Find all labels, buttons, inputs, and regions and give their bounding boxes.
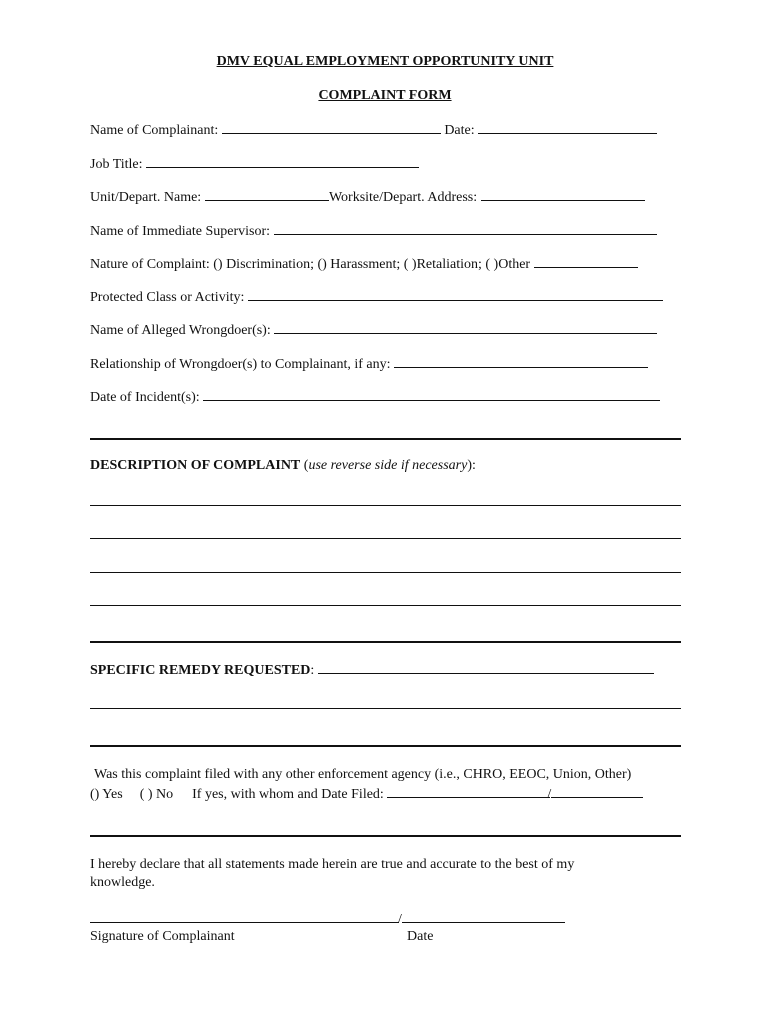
remedy-line[interactable] [90,708,681,709]
signature-date-label: Date [407,929,434,944]
protected-label: Protected Class or Activity: [90,290,245,305]
section-divider [90,745,681,747]
description-heading: DESCRIPTION OF COMPLAINT [90,458,301,473]
agency-answer-row [90,785,643,803]
worksite-field[interactable] [481,188,645,201]
signature-slash: / [398,912,402,927]
incident-date-field[interactable] [203,388,660,401]
signature-label: Signature of Complainant [90,929,235,944]
signature-field[interactable] [90,910,399,923]
remedy-heading: SPECIFIC REMEDY REQUESTED [90,663,311,678]
description-heading-row [90,458,476,474]
unit-depart-label: Unit/Depart. Name: [90,190,202,205]
other-field[interactable] [534,255,638,268]
complainant-name-label: Name of Complainant: [90,123,219,138]
incident-date-label: Date of Incident(s): [90,390,200,405]
relationship-label: Relationship of Wrongdoer(s) to Complainant, if any: [90,357,391,372]
remedy-row [90,661,654,679]
job-title-row [90,155,419,173]
date-field[interactable] [478,121,657,134]
unit-row [90,188,645,206]
complainant-row [90,121,657,139]
wrongdoer-row [90,321,657,339]
agency-whom-field[interactable] [387,785,550,798]
agency-yes-option[interactable]: () Yes [90,787,123,802]
supervisor-field[interactable] [274,222,657,235]
date-label: Date: [444,123,475,138]
remedy-colon: : [310,663,315,678]
incident-date-row [90,388,660,406]
protected-row [90,288,663,306]
supervisor-label: Name of Immediate Supervisor: [90,224,271,239]
signature-row [90,910,565,928]
description-line[interactable] [90,572,681,573]
description-note: use reverse side if necessary [308,458,468,473]
job-title-field[interactable] [146,155,419,168]
agency-question: Was this complaint filed with any other enforcement agency (i.e., CHRO, EEOC, Union, Other) [94,767,632,782]
agency-if-yes-label: If yes, with whom and Date Filed: [192,787,384,802]
section-divider [90,641,681,643]
description-line[interactable] [90,605,681,606]
signature-date-field[interactable] [402,910,565,923]
description-line[interactable] [90,538,681,539]
agency-date-field[interactable] [551,785,643,798]
supervisor-row [90,222,657,240]
section-divider [90,835,681,837]
worksite-label: Worksite/Depart. Address: [328,190,478,205]
form-title: COMPLAINT FORM [318,88,452,103]
declaration-line-2: knowledge. [90,875,155,890]
complainant-name-field[interactable] [222,121,441,134]
section-divider [90,438,681,440]
agency-no-option[interactable]: ( ) No [139,787,174,802]
nature-label[interactable]: Nature of Complaint: () Discrimination; () Harassment; ( )Retaliation; ( )Other [90,257,531,272]
wrongdoer-label: Name of Alleged Wrongdoer(s): [90,323,271,338]
description-note-open: ( [303,458,309,473]
job-title-label: Job Title: [90,157,143,172]
unit-depart-field[interactable] [205,188,329,201]
agency-slash: / [547,787,552,802]
relationship-field[interactable] [394,355,648,368]
relationship-row [90,355,648,373]
description-line[interactable] [90,505,681,506]
declaration-line-1: I hereby declare that all statements made herein are true and accurate to the best of my [90,857,575,872]
remedy-field[interactable] [318,661,654,674]
protected-field[interactable] [248,288,663,301]
nature-row [90,255,638,273]
description-note-close: ): [467,458,476,473]
wrongdoer-field[interactable] [274,321,657,334]
form-unit-title: DMV EQUAL EMPLOYMENT OPPORTUNITY UNIT [216,54,554,69]
